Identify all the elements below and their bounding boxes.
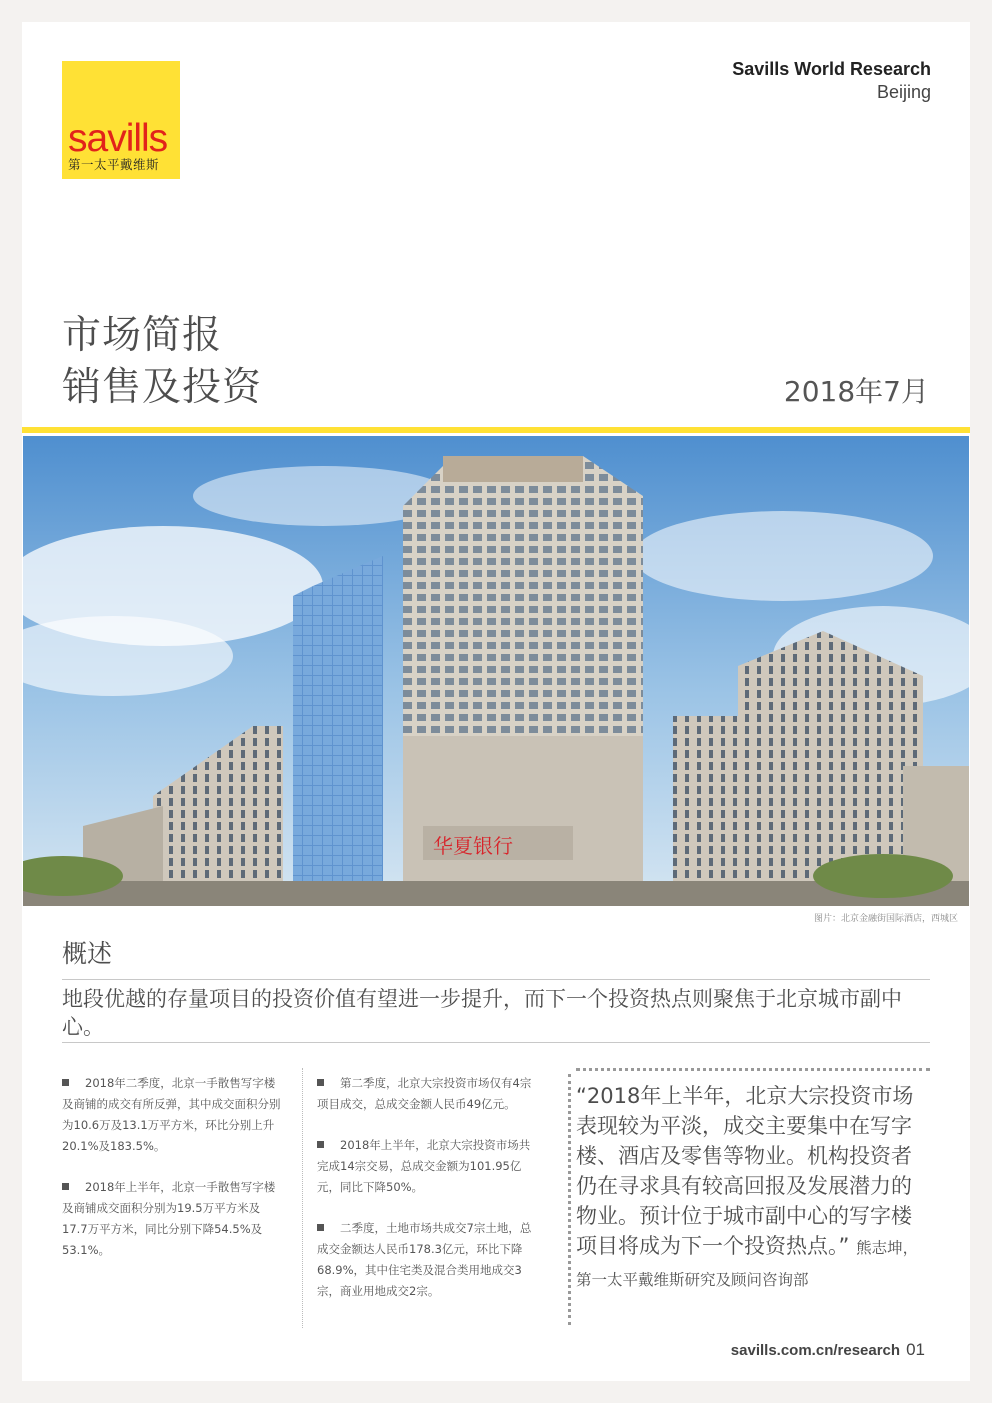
bullet-square-icon (317, 1224, 324, 1231)
section-divider-top (62, 979, 930, 980)
quote-attribution: 熊志坤，第一太平戴维斯研究及顾问咨询部 (576, 1239, 919, 1289)
quote-dotted-rule (576, 1068, 930, 1071)
quote-left-rule (568, 1074, 574, 1325)
bullet-item (62, 1177, 284, 1261)
logo-wordmark: savills (68, 117, 168, 160)
building-photo-illustration (23, 436, 969, 906)
svg-text:华夏银行: 华夏银行 (433, 834, 513, 858)
bullet-item (62, 1073, 284, 1157)
report-header (732, 59, 931, 103)
report-date: 2018年7月 (783, 375, 929, 408)
section-divider-bottom (62, 1042, 930, 1043)
bullet-text: 2018年上半年，北京一手散售写字楼及商铺成交面积分别为19.5万平方米及17.7万平方米，同比分别下降54.5%及53.1%。 (62, 1180, 276, 1257)
bullet-square-icon (317, 1079, 324, 1086)
page-number: 01 (906, 1340, 925, 1359)
bullet-square-icon (317, 1141, 324, 1148)
photo-caption: 图片：北京金融街国际酒店，西城区 (813, 914, 958, 924)
footer-url-link[interactable]: savills.com.cn/research (730, 1342, 901, 1359)
bullet-item (317, 1073, 539, 1115)
bullet-item (317, 1135, 539, 1198)
column-divider (302, 1068, 303, 1328)
bullet-text: 2018年上半年，北京大宗投资市场共完成14宗交易，总成交金额为101.95亿元，同比下降50%。 (317, 1138, 531, 1194)
yellow-divider (22, 427, 970, 433)
report-city: Beijing (876, 82, 931, 102)
bullet-square-icon (62, 1183, 69, 1190)
title-line-1: 市场简报 (62, 313, 223, 358)
quote-text (576, 1081, 930, 1295)
bullet-text: 第二季度，北京大宗投资市场仅有4宗项目成交，总成交金额人民币49亿元。 (317, 1076, 532, 1111)
section-heading-overview: 概述 (62, 939, 113, 968)
bullet-column-1 (62, 1073, 284, 1281)
savills-logo[interactable] (62, 61, 180, 179)
page-title (62, 310, 262, 414)
bullet-item (317, 1218, 539, 1302)
page-footer (731, 1340, 925, 1360)
bullet-column-2 (317, 1073, 539, 1322)
logo-chinese-name: 第一太平戴维斯 (68, 157, 160, 172)
bullet-text: 2018年二季度，北京一手散售写字楼及商铺的成交有所反弹，其中成交面积分别为10.6万及13.1万平方米，环比分别上升20.1%及183.5%。 (62, 1076, 281, 1153)
pull-quote (576, 1068, 930, 1295)
title-line-2: 销售及投资 (62, 365, 263, 410)
cover-photo (23, 436, 969, 906)
report-series: Savills World Research (732, 59, 931, 79)
lead-summary: 地段优越的存量项目的投资价值有望进一步提升，而下一个投资热点则聚焦于北京城市副中心。 (62, 987, 902, 1039)
bullet-text: 二季度，土地市场共成交7宗土地，总成交金额达人民币178.3亿元，环比下降68.9%，其中住宅类及混合类用地成交3宗，商业用地成交2宗。 (317, 1221, 532, 1298)
quote-body: “2018年上半年，北京大宗投资市场表现较为平淡，成交主要集中在写字楼、酒店及零售等物业。机构投资者仍在寻求具有较高回报及发展潜力的物业。预计位于城市副中心的写字楼项目将成为下一个投资热点。” (576, 1084, 914, 1258)
bullet-square-icon (62, 1079, 69, 1086)
